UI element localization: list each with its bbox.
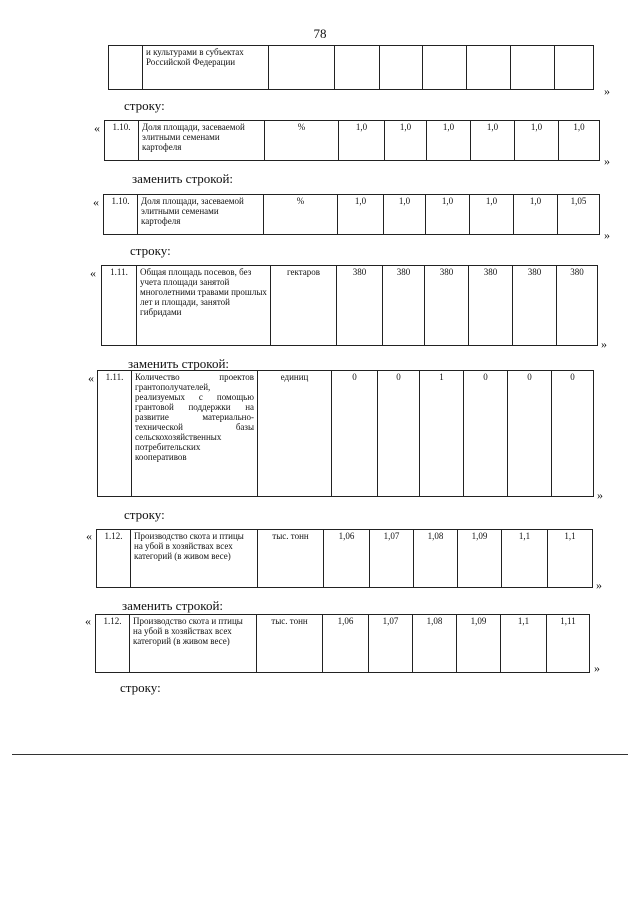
value-cell: 1,0 [426, 195, 470, 235]
label-line-5: строку: [124, 507, 165, 522]
value-cell: 1,1 [548, 530, 593, 588]
value-cell: 1,0 [514, 195, 558, 235]
value-cell: 1,0 [385, 121, 427, 161]
indicator-name: Производство скота и птицы на убой в хозяйствах всех категорий (в живом весе) [130, 615, 257, 673]
row-number: 1.10. [104, 195, 138, 235]
quote-close: » [604, 228, 610, 242]
value-cell: 1,09 [458, 530, 502, 588]
value-cell: 1,1 [502, 530, 548, 588]
table-fragment-top [108, 45, 594, 90]
quote-close: » [596, 578, 602, 592]
quote-open: « [88, 371, 94, 385]
value-cell: 1,06 [324, 530, 370, 588]
value-cell: 1,0 [339, 121, 385, 161]
quote-close: » [594, 661, 600, 675]
value-cell: 0 [508, 371, 552, 497]
value-cell: 1,07 [369, 615, 413, 673]
table-row-1-11-old [101, 265, 598, 346]
row-number: 1.11. [98, 371, 132, 497]
table-row-1-11-new [97, 370, 594, 497]
fragment-num-cell [109, 46, 143, 90]
value-cell: 1,08 [413, 615, 457, 673]
value-cell: 1,0 [515, 121, 559, 161]
value-cell: 380 [425, 266, 469, 346]
quote-open: « [90, 266, 96, 280]
table-row-1-10-new [103, 194, 600, 235]
table-row-1-10-old [104, 120, 600, 161]
indicator-name: Количество проектов грантополучателей, реализуемых с помощью грантовой поддержки на развитие материально-технической базы сельскохозяйственных потребительских кооперативов [132, 371, 258, 497]
row-number: 1.11. [102, 266, 137, 346]
value-cell: 0 [552, 371, 594, 497]
value-cell: 1,0 [471, 121, 515, 161]
fragment-name-cell: и культурами в субъектах Российской Федерации [143, 46, 269, 90]
label-line-7: строку: [120, 680, 161, 695]
quote-open: « [86, 529, 92, 543]
row-number: 1.12. [97, 530, 131, 588]
value-cell: 380 [513, 266, 557, 346]
quote-close: » [604, 154, 610, 168]
value-cell: 380 [337, 266, 383, 346]
value-cell: 1,0 [338, 195, 384, 235]
unit: тыс. тонн [258, 530, 324, 588]
indicator-name: Доля площади, засеваемой элитными семенами картофеля [139, 121, 265, 161]
value-cell: 1 [420, 371, 464, 497]
value-cell: 0 [332, 371, 378, 497]
value-cell: 1,1 [501, 615, 547, 673]
indicator-name: Общая площадь посевов, без учета площади занятой многолетними травами прошлых лет и площади, занятой гибридами [137, 266, 271, 346]
value-cell: 1,0 [384, 195, 426, 235]
unit: гектаров [271, 266, 337, 346]
value-cell: 1,08 [414, 530, 458, 588]
value-cell: 0 [378, 371, 420, 497]
quote-close: » [597, 488, 603, 502]
value-cell: 0 [464, 371, 508, 497]
value-cell: 1,07 [370, 530, 414, 588]
value-cell: 1,05 [558, 195, 600, 235]
value-cell: 1,11 [547, 615, 590, 673]
quote-open: « [93, 195, 99, 209]
table-row-1-12-new [95, 614, 590, 673]
unit: тыс. тонн [257, 615, 323, 673]
row-number: 1.10. [105, 121, 139, 161]
page-number: 78 [313, 26, 327, 41]
indicator-name: Доля площади, засеваемой элитными семенами картофеля [138, 195, 264, 235]
value-cell: 380 [557, 266, 598, 346]
value-cell: 1,0 [427, 121, 471, 161]
indicator-name: Производство скота и птицы на убой в хозяйствах всех категорий (в живом весе) [131, 530, 258, 588]
value-cell: 380 [469, 266, 513, 346]
page-divider [12, 754, 628, 755]
value-cell: 380 [383, 266, 425, 346]
table-row-1-12-old [96, 529, 593, 588]
quote-open: « [85, 614, 91, 628]
label-line-2: заменить строкой: [132, 171, 234, 186]
value-cell: 1,0 [470, 195, 514, 235]
label-line-6: заменить строкой: [122, 598, 224, 613]
unit: единиц [258, 371, 332, 497]
quote-close: » [601, 337, 607, 351]
quote-open: « [94, 121, 100, 135]
unit: % [265, 121, 339, 161]
label-line-1: строку: [124, 98, 165, 113]
value-cell: 1,06 [323, 615, 369, 673]
row-number: 1.12. [96, 615, 130, 673]
quote-close: » [604, 84, 610, 98]
unit: % [264, 195, 338, 235]
label-line-3: строку: [130, 243, 171, 258]
label-line-4: заменить строкой: [128, 356, 230, 371]
value-cell: 1,09 [457, 615, 501, 673]
value-cell: 1,0 [559, 121, 600, 161]
